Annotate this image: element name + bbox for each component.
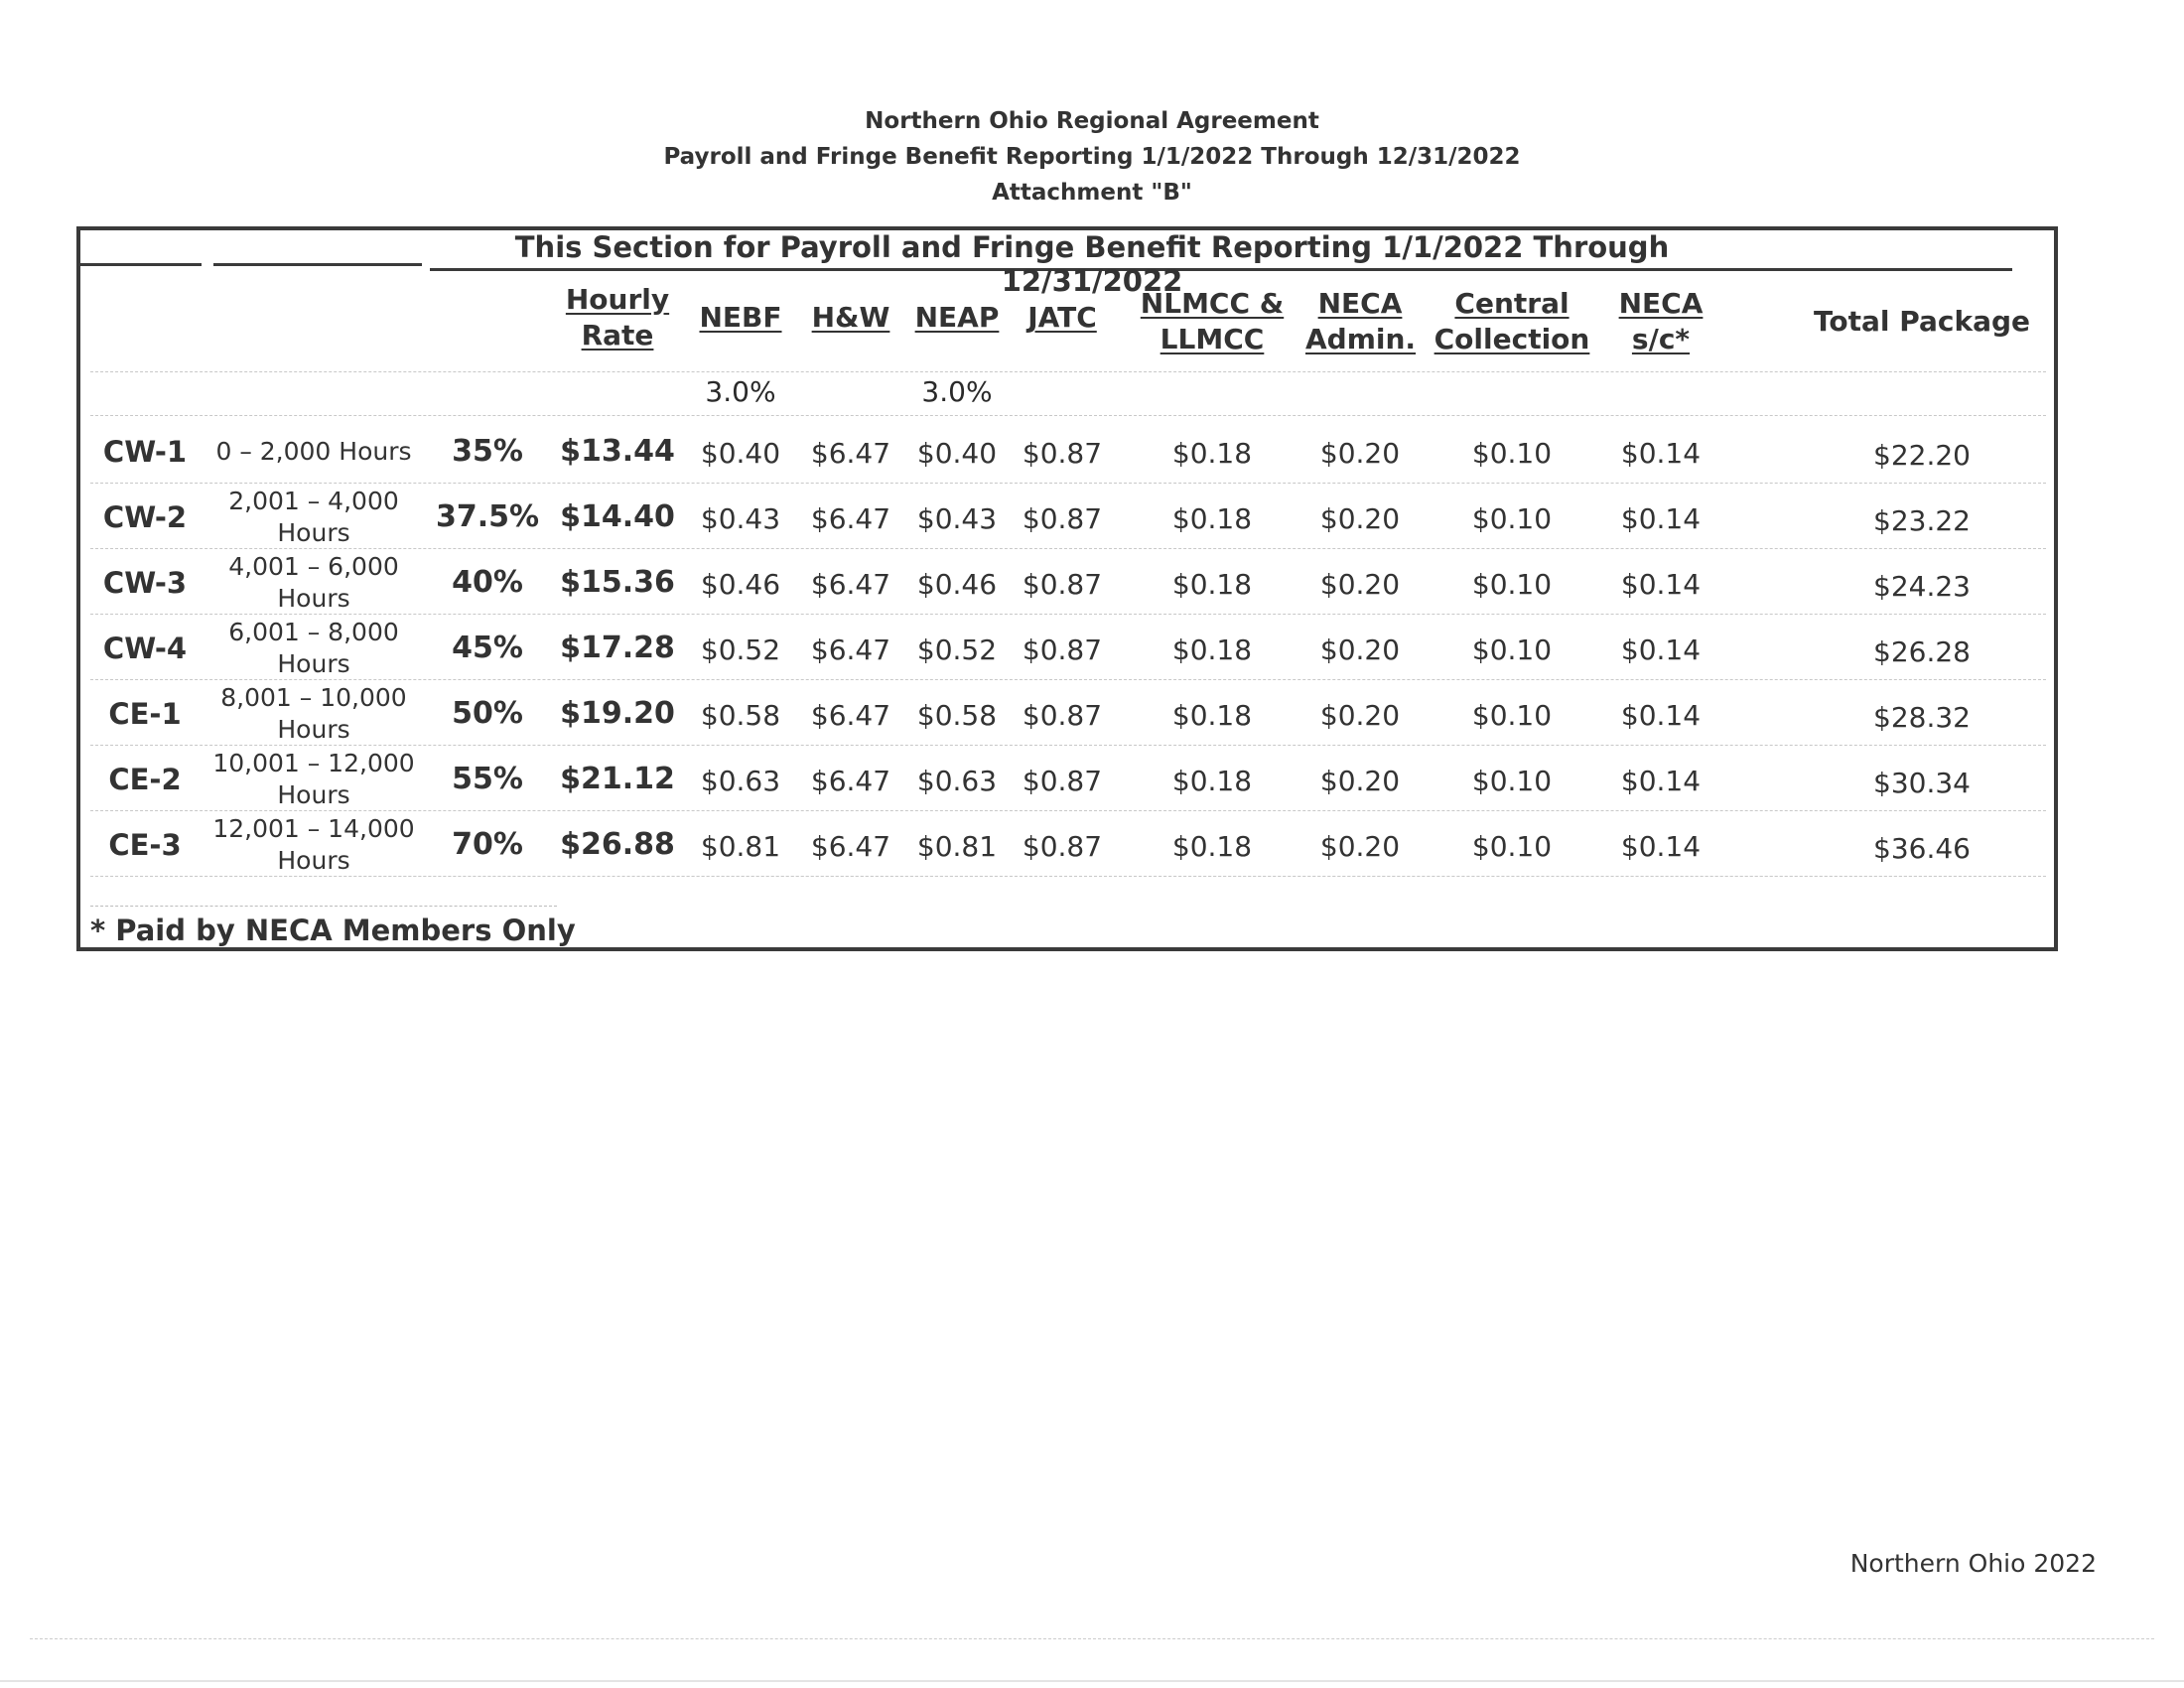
row-neap-value: $0.40 [916,437,998,470]
row-central-value: $0.10 [1471,568,1553,601]
row-nlmcc-value: $0.18 [1171,830,1253,863]
col-header-central-collection: Central Collection [1433,287,1590,355]
row-total-value: $36.46 [1873,832,1971,865]
row-central-value: $0.10 [1471,633,1553,666]
row-central-value: $0.10 [1471,830,1553,863]
row-total-value: $24.23 [1873,570,1971,603]
row-neca-admin-value: $0.20 [1319,502,1401,535]
row-neap-value: $0.63 [916,765,998,797]
scan-artifact-line [0,1680,2184,1682]
row-separator [90,415,2046,416]
row-percent: 55% [452,762,523,796]
row-total-value: $23.22 [1873,504,1971,537]
row-classification: CE-2 [108,763,182,796]
row-percent: 35% [452,434,523,469]
row-neap-value: $0.58 [916,699,998,732]
row-nlmcc-value: $0.18 [1171,568,1253,601]
row-nlmcc-value: $0.18 [1171,437,1253,470]
row-neca-sc-value: $0.14 [1620,437,1702,470]
row-classification: CW-1 [102,435,188,469]
row-separator [90,614,2046,615]
row-hourly-rate: $26.88 [560,827,675,862]
row-neca-sc-value: $0.14 [1620,765,1702,797]
row-nebf-value: $0.46 [700,568,781,601]
hours-line: 6,001 – 8,000 [228,618,399,646]
row-classification: CW-2 [102,500,188,534]
row-hours-range [209,550,418,616]
row-jatc-value: $0.87 [1022,502,1103,535]
col-header-nebf: NEBF [699,301,782,334]
row-nlmcc-value: $0.18 [1171,502,1253,535]
row-nebf-value: $0.63 [700,765,781,797]
row-separator [90,876,2046,877]
neap-percent: 3.0% [921,375,993,408]
row-percent: 50% [452,696,523,731]
row-hw-value: $6.47 [810,437,891,470]
table-row [80,616,2056,681]
row-percent: 45% [452,631,523,665]
row-nebf-value: $0.40 [700,437,781,470]
row-jatc-value: $0.87 [1022,830,1103,863]
row-nebf-value: $0.43 [700,502,781,535]
nebf-percent: 3.0% [705,375,776,408]
row-percent: 40% [452,565,523,600]
row-neap-value: $0.46 [916,568,998,601]
hours-line: 0 – 2,000 Hours [215,437,412,466]
row-jatc-value: $0.87 [1022,568,1103,601]
row-central-value: $0.10 [1471,502,1553,535]
row-separator [90,745,2046,746]
row-hours-range [209,485,418,550]
row-neca-sc-value: $0.14 [1620,502,1702,535]
row-nlmcc-value: $0.18 [1171,699,1253,732]
row-separator [90,483,2046,484]
row-hourly-rate: $15.36 [560,565,675,600]
row-jatc-value: $0.87 [1022,765,1103,797]
row-hw-value: $6.47 [810,502,891,535]
row-jatc-value: $0.87 [1022,699,1103,732]
col-header-total-package: Total Package [1813,305,2031,338]
hours-line: 2,001 – 4,000 [228,487,399,515]
row-classification: CW-4 [102,632,188,665]
row-neap-value: $0.81 [916,830,998,863]
hours-line: 12,001 – 14,000 [212,814,415,843]
row-hourly-rate: $19.20 [560,696,675,731]
row-separator [90,810,2046,811]
row-jatc-value: $0.87 [1022,633,1103,666]
row-percent: 37.5% [435,499,540,534]
row-jatc-value: $0.87 [1022,437,1103,470]
col-header-neca-sc: NECA s/c* [1618,287,1704,355]
col-header-hourly-rate: Hourly Rate [565,283,670,352]
row-neca-admin-value: $0.20 [1319,633,1401,666]
row-hours-range [209,419,418,485]
row-neca-admin-value: $0.20 [1319,765,1401,797]
row-total-value: $30.34 [1873,767,1971,799]
row-neap-value: $0.52 [916,633,998,666]
row-hw-value: $6.47 [810,699,891,732]
row-neca-sc-value: $0.14 [1620,699,1702,732]
row-nlmcc-value: $0.18 [1171,633,1253,666]
row-percent: 70% [452,827,523,862]
row-nebf-value: $0.52 [700,633,781,666]
hours-line: 4,001 – 6,000 [228,552,399,581]
row-neca-admin-value: $0.20 [1319,437,1401,470]
section-rule [80,263,202,266]
row-central-value: $0.10 [1471,437,1553,470]
col-header-neap: NEAP [914,301,1000,334]
row-hours-range [209,812,418,878]
row-classification: CW-3 [102,566,188,600]
footnote: * Paid by NECA Members Only [90,914,576,947]
row-hw-value: $6.47 [810,765,891,797]
row-central-value: $0.10 [1471,699,1553,732]
row-neap-value: $0.43 [916,502,998,535]
row-nebf-value: $0.58 [700,699,781,732]
row-total-value: $28.32 [1873,701,1971,734]
page-footer: Northern Ohio 2022 [1849,1549,2097,1578]
row-hw-value: $6.47 [810,830,891,863]
hours-line: Hours [277,780,350,809]
row-central-value: $0.10 [1471,765,1553,797]
row-neca-admin-value: $0.20 [1319,830,1401,863]
row-total-value: $26.28 [1873,635,1971,668]
header-line-reporting-period: Payroll and Fringe Benefit Reporting 1/1/2022 Through 12/31/2022 [663,144,1521,170]
row-separator [90,371,2046,372]
header-line-attachment: Attachment "B" [992,180,1192,206]
row-hourly-rate: $17.28 [560,631,675,665]
header-line-agreement: Northern Ohio Regional Agreement [865,108,1319,134]
hours-line: 8,001 – 10,000 [220,683,407,712]
row-hourly-rate: $14.40 [560,499,675,534]
hours-line: 10,001 – 12,000 [212,749,415,777]
table-row [80,550,2056,616]
col-header-nlmcc: NLMCC & LLMCC [1140,287,1285,355]
col-header-hw: H&W [811,301,890,334]
document-header [0,103,2184,211]
row-hourly-rate: $21.12 [560,762,675,796]
col-header-neca-admin: NECA Admin. [1305,287,1417,355]
row-hours-range [209,747,418,812]
hours-line: Hours [277,518,350,547]
table-row [80,485,2056,550]
row-total-value: $22.20 [1873,439,1971,472]
row-hw-value: $6.47 [810,633,891,666]
section-rule [213,263,422,266]
row-classification: CE-1 [108,697,182,731]
row-neca-sc-value: $0.14 [1620,830,1702,863]
table-row [80,747,2056,812]
row-classification: CE-3 [108,828,182,862]
row-nlmcc-value: $0.18 [1171,765,1253,797]
row-separator [90,548,2046,549]
row-hw-value: $6.47 [810,568,891,601]
rate-table [76,226,2058,951]
row-separator [90,679,2046,680]
scan-artifact-line [30,1638,2154,1639]
hours-line: Hours [277,715,350,744]
hours-line: Hours [277,649,350,678]
row-neca-admin-value: $0.20 [1319,568,1401,601]
row-neca-admin-value: $0.20 [1319,699,1401,732]
row-hourly-rate: $13.44 [560,434,675,469]
row-hours-range [209,681,418,747]
section-title: This Section for Payroll and Fringe Benefit Reporting 1/1/2022 Through 12/31/2022 [514,230,1670,298]
row-neca-sc-value: $0.14 [1620,633,1702,666]
footnote-rule [90,906,557,907]
table-row [80,681,2056,747]
hours-line: Hours [277,846,350,875]
row-neca-sc-value: $0.14 [1620,568,1702,601]
row-nebf-value: $0.81 [700,830,781,863]
row-hours-range [209,616,418,681]
table-row [80,812,2056,878]
hours-line: Hours [277,584,350,613]
table-row [80,419,2056,485]
col-header-jatc: JATC [1027,301,1097,334]
